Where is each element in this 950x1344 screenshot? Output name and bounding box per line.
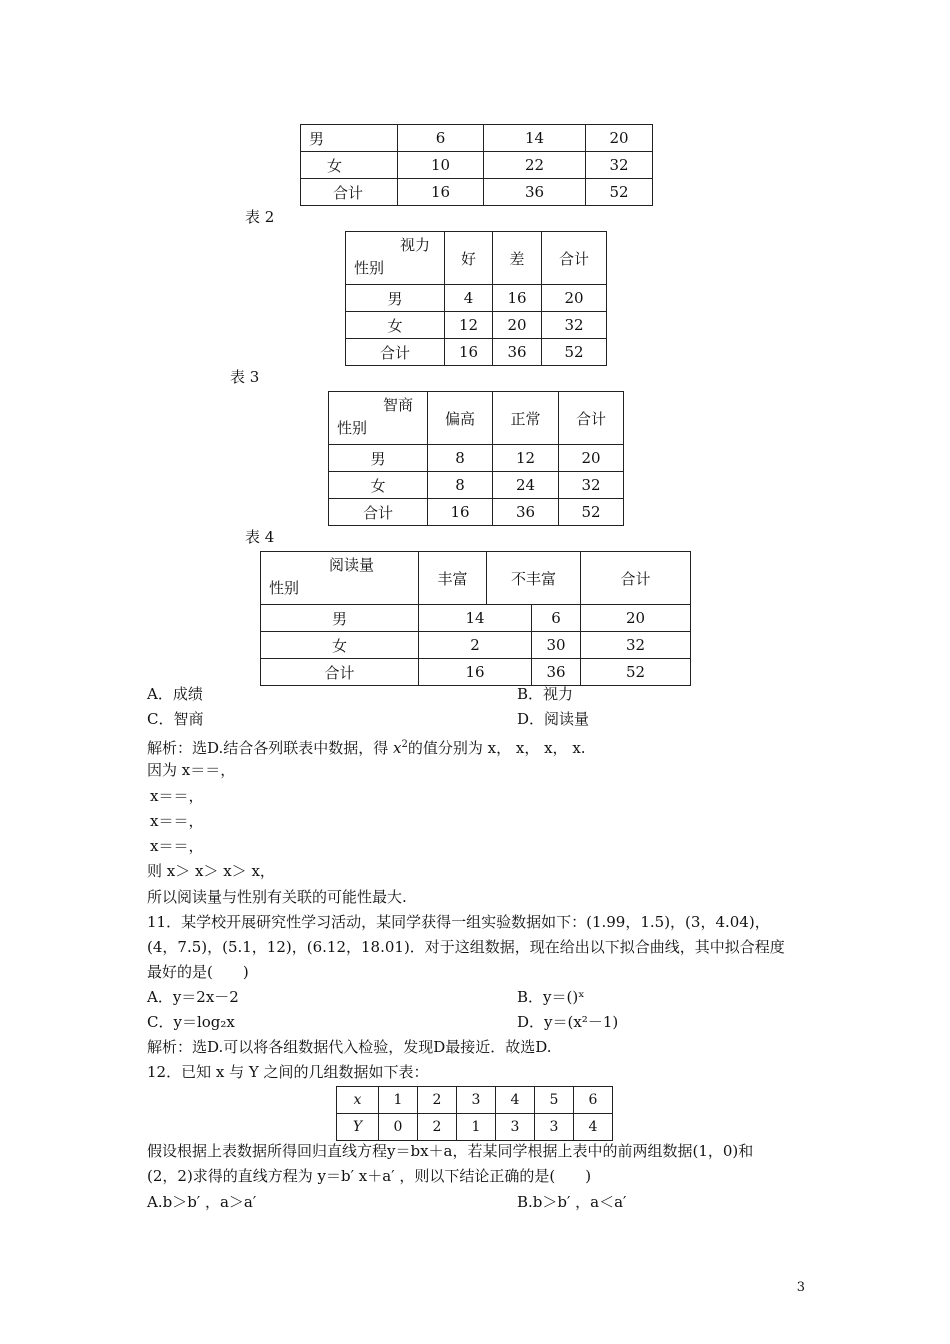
- option-a: A.b＞b′ ，a＞a′: [147, 1193, 257, 1211]
- table-cell: 1: [457, 1114, 496, 1141]
- table-row: [337, 1087, 613, 1114]
- table-3: [328, 391, 624, 526]
- table-cell: 女: [261, 632, 419, 659]
- table-cell: 24: [493, 472, 559, 499]
- table-header-cell: 丰富: [419, 552, 487, 605]
- table-header-cell: 不丰富: [487, 552, 581, 605]
- table-cell: 20: [559, 445, 624, 472]
- table-row: [261, 552, 691, 605]
- solution-line: 则 x＞ x＞ x＞ x，: [147, 862, 275, 880]
- table-row: [301, 125, 653, 152]
- table-row: [261, 632, 691, 659]
- table-cell: 22: [484, 152, 586, 179]
- table-cell: 20: [542, 285, 607, 312]
- table-cell: 52: [586, 179, 653, 206]
- table-cell: 32: [559, 472, 624, 499]
- solution-line: 解析：选D.可以将各组数据代入检验，发现D最接近．故选D.: [147, 1038, 552, 1056]
- table-cell: 女: [329, 472, 428, 499]
- table-cell: 男: [346, 285, 445, 312]
- table-cell: 36: [484, 179, 586, 206]
- table-header-cell: 正常: [493, 392, 559, 445]
- table-cell: 16: [419, 659, 532, 686]
- table-cell: 36: [493, 499, 559, 526]
- table-cell: 合计: [346, 339, 445, 366]
- table-row: [301, 152, 653, 179]
- option-a: A．y＝2x－2: [147, 988, 239, 1006]
- table-header-cell: 偏高: [428, 392, 493, 445]
- table-cell: 女: [301, 152, 398, 179]
- table-cell: 32: [542, 312, 607, 339]
- table-cell: 16: [445, 339, 493, 366]
- question-12-line: (2，2)求得的直线方程为 y＝b′ x＋a′ ，则以下结论正确的是( ): [147, 1167, 592, 1185]
- table-cell: 4: [496, 1087, 535, 1114]
- table-4: [260, 551, 691, 686]
- corner-top-label: 阅读量: [328, 556, 374, 574]
- table-4-caption: 表 4: [245, 528, 275, 546]
- solution-line: 因为 x＝＝，: [147, 761, 236, 779]
- table-cell: 8: [428, 472, 493, 499]
- corner-bottom-label: 性别: [337, 419, 368, 437]
- table-2: [345, 231, 607, 366]
- table-row: [346, 339, 607, 366]
- table-2-caption: 表 2: [245, 208, 275, 226]
- table-cell: 16: [398, 179, 484, 206]
- table-row: [329, 472, 624, 499]
- table-row: [329, 445, 624, 472]
- table-row: [346, 232, 607, 285]
- table-cell: 32: [581, 632, 691, 659]
- table-cell: 合计: [261, 659, 419, 686]
- table-cell: 6: [574, 1087, 613, 1114]
- table-cell: 16: [428, 499, 493, 526]
- table-corner-cell: [346, 232, 445, 285]
- table-cell: 男: [261, 605, 419, 632]
- option-b: B．视力: [517, 685, 574, 703]
- table-cell: 8: [428, 445, 493, 472]
- page-number: 3: [796, 1280, 805, 1295]
- table-cell: 30: [532, 632, 581, 659]
- solution-line: x＝＝，: [150, 787, 204, 805]
- table-cell: Y: [337, 1114, 379, 1141]
- table-header-cell: 合计: [559, 392, 624, 445]
- table-cell: 12: [493, 445, 559, 472]
- table-row: [329, 392, 624, 445]
- solution-line: 解析：选D.结合各列联表中数据，得 $x^2$的值分别为 x， x， x， x.: [147, 739, 586, 757]
- corner-bottom-label: 性别: [269, 579, 300, 597]
- table-cell: 2: [419, 632, 532, 659]
- question-12-line: 假设根据上表数据所得回归直线方程y＝bx＋a，若某同学根据上表中的前两组数据(1，0)和: [147, 1142, 754, 1160]
- table-cell: 2: [418, 1114, 457, 1141]
- table-cell: 4: [574, 1114, 613, 1141]
- question-11-line: (4，7.5)，(5.1，12)，(6.12，18.01)．对于这组数据，现在给出以下拟合曲线，其中拟合程度: [147, 938, 785, 956]
- table-row: [261, 605, 691, 632]
- solution-line: 所以阅读量与性别有关联的可能性最大.: [147, 888, 407, 906]
- table-cell: 12: [445, 312, 493, 339]
- table-header-cell: 合计: [542, 232, 607, 285]
- option-a: A．成绩: [147, 685, 203, 703]
- corner-top-label: 视力: [399, 236, 430, 254]
- option-c: C．智商: [147, 710, 204, 728]
- table-cell: 20: [581, 605, 691, 632]
- option-b: B．y＝()ˣ: [517, 988, 585, 1006]
- table-header-cell: 合计: [581, 552, 691, 605]
- question-12-line: 12．已知 x 与 Y 之间的几组数据如下表：: [147, 1063, 429, 1081]
- table-row: [329, 499, 624, 526]
- table-cell: x: [337, 1087, 379, 1114]
- table-cell: 2: [418, 1087, 457, 1114]
- table-row: [261, 659, 691, 686]
- table-cell: 14: [419, 605, 532, 632]
- table-cell: 6: [532, 605, 581, 632]
- table-cell: 20: [586, 125, 653, 152]
- table-corner-cell: [261, 552, 419, 605]
- table-cell: 男: [301, 125, 398, 152]
- table-row: [301, 179, 653, 206]
- corner-top-label: 智商: [382, 396, 413, 414]
- table-cell: 4: [445, 285, 493, 312]
- table-header-cell: 差: [493, 232, 542, 285]
- table-cell: 6: [398, 125, 484, 152]
- table-cell: 5: [535, 1087, 574, 1114]
- table-cell: 14: [484, 125, 586, 152]
- table-cell: 10: [398, 152, 484, 179]
- question-11-line: 11．某学校开展研究性学习活动，某同学获得一组实验数据如下：(1.99，1.5)，(3，4.04)，: [147, 913, 770, 931]
- table-cell: 20: [493, 312, 542, 339]
- question-11-line: 最好的是( ): [147, 963, 249, 981]
- table-cell: 合计: [301, 179, 398, 206]
- table-cell: 合计: [329, 499, 428, 526]
- option-b: B.b＞b′ ，a＜a′: [517, 1193, 627, 1211]
- table-cell: 52: [559, 499, 624, 526]
- option-d: D．阅读量: [517, 710, 590, 728]
- table-row: [337, 1114, 613, 1141]
- table-cell: 3: [496, 1114, 535, 1141]
- corner-bottom-label: 性别: [354, 259, 385, 277]
- table-header-cell: 好: [445, 232, 493, 285]
- xy-data-table: [336, 1086, 613, 1141]
- table-cell: 女: [346, 312, 445, 339]
- table-cell: 3: [457, 1087, 496, 1114]
- solution-line: x＝＝，: [150, 837, 204, 855]
- table-cell: 32: [586, 152, 653, 179]
- table-cell: 男: [329, 445, 428, 472]
- option-c: C．y＝log₂x: [147, 1013, 235, 1031]
- solution-line: x＝＝，: [150, 812, 204, 830]
- table-cell: 1: [379, 1087, 418, 1114]
- table-3-caption: 表 3: [230, 368, 260, 386]
- table-corner-cell: [329, 392, 428, 445]
- table-cell: 0: [379, 1114, 418, 1141]
- table-row: [346, 312, 607, 339]
- table-cell: 52: [542, 339, 607, 366]
- table-cell: 16: [493, 285, 542, 312]
- option-d: D．y＝(x²－1): [517, 1013, 619, 1031]
- table-cell: 52: [581, 659, 691, 686]
- table-cell: 36: [493, 339, 542, 366]
- table-1: [300, 124, 653, 206]
- table-row: [346, 285, 607, 312]
- table-cell: 36: [532, 659, 581, 686]
- table-cell: 3: [535, 1114, 574, 1141]
